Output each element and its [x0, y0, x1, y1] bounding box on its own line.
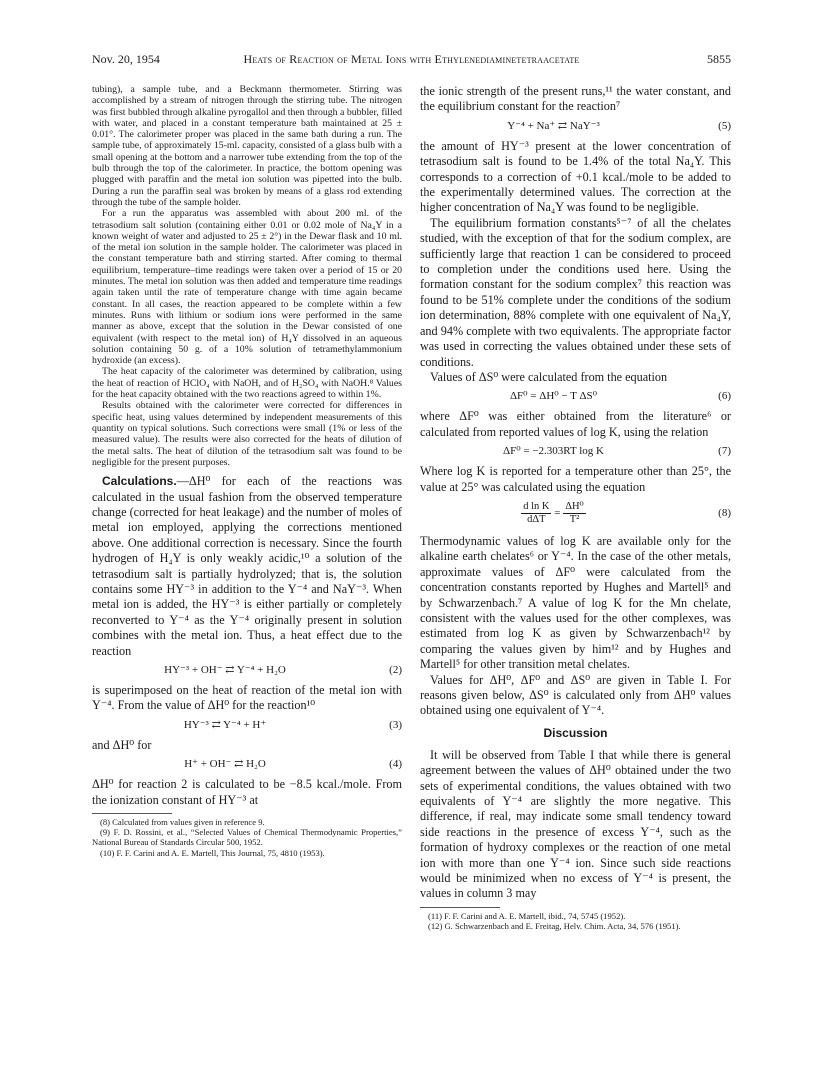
- equation-2-text: HY⁻³ + OH⁻ ⇄ Y⁻⁴ + H₂O: [164, 663, 286, 676]
- equation-8-lhs: [521, 501, 551, 526]
- equation-2-number: (2): [389, 663, 402, 676]
- and-text: and ΔH⁰ for: [92, 737, 152, 752]
- entropy-intro-paragraph: Values of ΔS⁰ were calculated from the equation: [430, 369, 668, 384]
- equation-8-rhs-numerator: ΔH⁰: [565, 500, 584, 512]
- equation-3-text: HY⁻³ ⇄ Y⁻⁴ + H⁺: [183, 718, 267, 731]
- footnote-11: (11) F. F. Carini and A. E. Martell, ibid., 74, 5745 (1952).: [428, 910, 626, 921]
- equation-7: [420, 444, 731, 459]
- equation-8-number: (8): [718, 506, 731, 519]
- equation-8-lhs-denominator: dΔT: [527, 513, 546, 525]
- after-equation-2: is superimposed on the heat of reaction of the metal ion with Y⁻⁴. From the value of ΔH⁰ for the reaction¹⁰: [92, 682, 402, 713]
- equation-6: [420, 389, 731, 404]
- equation-3: [92, 718, 402, 733]
- footnote-12: (12) G. Schwarzenbach and E. Freitag, Helv. Chim. Acta, 34, 576 (1951).: [428, 921, 681, 932]
- calculations-text: —ΔH⁰ for each of the reactions was calculated in the usual fashion from the observed temperature change (corrected for heat leakage) and the number of moles of metal ion employed, applying the corrections mentioned above. One additional correction is necessary. Since the fourth hydrogen of H₄Y is only weakly acidic,¹⁰ a solution of the tetrasodium salt is partially hydrolyzed; that is, the solution contains some HY⁻³ in addition to the Y⁻⁴ and NaY⁻³. When metal ion is added, the HY⁻³ is either partially or completely reconverted to Y⁻⁴ as the Y⁻⁴ originally present in solution combines with the metal ion. Thus, a heat effect due to the reaction: [92, 474, 402, 658]
- corrections-paragraph: Results obtained with the calorimeter were corrected for differences in specific heat, using values determined by independent measurements of this quantity on typical solutions. Such corrections were small (1% or less of the measured value). The results were also corrected for the heats of dilution of the metal salts. The heat of dilution of the tetrasodium salt was found to be negligible for the present purposes.: [92, 400, 402, 468]
- equation-2: [92, 663, 402, 678]
- header-page-number: 5855: [707, 52, 731, 66]
- discussion-heading: Discussion: [543, 725, 608, 740]
- formation-constants-paragraph: The equilibrium formation constants⁵⁻⁷ of all the chelates studied, with the exception of that for the sodium complex, are sufficiently large that reaction 1 can be considered to proceed to completion under the conditions used here. Using the formation constant for the sodium complex⁷ this reaction was found to be 51% complete under the conditions of the sodium ion determination, 88% complete with one equivalent of Na₄Y, and 94% complete with two equivalents. The appropriate factor was used in correcting the values obtained under these sets of conditions.: [420, 215, 731, 369]
- running-header: [92, 52, 731, 68]
- equation-8-lhs-numerator: d ln K: [523, 500, 550, 512]
- equation-5-text: Y⁻⁴ + Na⁺ ⇄ NaY⁻³: [507, 119, 600, 132]
- footnote-rule-right: [420, 907, 500, 908]
- procedure-paragraph: For a run the apparatus was assembled with about 200 ml. of the tetrasodium salt solution (containing either 0.01 or 0.02 mole of Na₄Y in a known weight of water and adjusted to 25 ± 2°) in the Dewar flask and 10 ml. of the metal ion solution in the sample holder. The calorimeter was placed in the constant temperature bath and stirring started. After coming to thermal equilibrium, temperature–time readings were taken over a period of 15 or 20 minutes. The metal ion solution was then added and temperature time readings again taken until the rate of temperature change with time again became constant. In all cases, the reaction appeared to be complete within a few minutes. Runs with lithium or sodium ions were performed in the same manner as above, except that the solution in the Dewar consisted of one equivalent (with respect to the metal ion) of H₄Y dissolved in an aqueous solution containing 50 g. of a 10% solution of tetramethylammonium hydroxide (an excess).: [92, 208, 402, 367]
- footnote-8: (8) Calculated from values given in reference 9.: [100, 817, 265, 827]
- hydrolysis-paragraph: the amount of HY⁻³ present at the lower concentration of tetrasodium salt is found to be 1.4% of the total Na₄Y. This corresponds to a correction of +0.1 kcal./mole to be added to the experimentally determined values. The correction at the higher concentration of Na₄Y was found to be negligible.: [420, 138, 731, 215]
- equation-4-text: H⁺ + OH⁻ ⇄ H₂O: [184, 758, 266, 771]
- temperature-correction-paragraph: Where log K is reported for a temperature other than 25°, the value at 25° was calculated using the equation: [420, 464, 731, 494]
- equation-6-text: ΔF⁰ = ΔH⁰ − T ΔS⁰: [509, 390, 598, 403]
- equation-8: [420, 501, 731, 526]
- equation-6-number: (6): [718, 390, 731, 403]
- equation-8-body: [420, 501, 687, 526]
- header-date: Nov. 20, 1954: [92, 52, 160, 66]
- discussion-paragraph: It will be observed from Table I that while there is general agreement between the values of ΔH⁰ obtained under the two sets of experimental conditions, the values obtained with two equivalents of Y⁻⁴ are slightly the more negative. This difference, if real, may indicate some small tendency toward side reactions in the presence of excess Y⁻⁴, such as the formation of hydroxy complexes or the reaction of one metal ion with more than one Y⁻⁴ ion. Since such side reactions would be minimized when no excess of Y⁻⁴ is present, the values in column 3 may: [420, 747, 731, 901]
- header-title: Heats of Reaction of Metal Ions with Ethylenediaminetetraacetate: [243, 52, 580, 66]
- equation-8-rhs: [563, 501, 586, 526]
- calibration-paragraph: The heat capacity of the calorimeter was determined by calibration, using the heat of reaction of HClO₄ with NaOH, and of H₂SO₄ with NaOH.⁸ Values for the heat capacity obtained with the two reactions agreed to within 1%.: [92, 366, 402, 401]
- equation-8-rhs-denominator: T²: [569, 513, 580, 525]
- footnote-9: (9) F. D. Rossini, et al., “Selected Values of Chemical Thermodynamic Properties,” National Bureau of Standards Circular 500, 1952.: [92, 827, 402, 848]
- footnote-rule: [92, 813, 172, 814]
- calculations-heading: Calculations.: [102, 474, 177, 489]
- left-column: [92, 84, 402, 858]
- equation-5: [420, 119, 731, 134]
- equation-7-text: ΔF⁰ = −2.303RT log K: [503, 445, 604, 458]
- thermodynamic-values-paragraph: Thermodynamic values of log K are available only for the alkaline earth chelates⁶ or Y⁻⁴. In the case of the other metals, approximate values of ΔF⁰ were calculated from the concentration constants reported by Hughes and Martell⁵ and by Schwarzenbach.⁷ A value of log K for the Mn chelate, consistent with the values used for the other complexes, was estimated from log K as given by Schwarzenbach¹² by comparing the values given by him¹² and by Hughes and Martell⁵ for other transition metal chelates.: [420, 533, 731, 672]
- table-reference-paragraph: Values for ΔH⁰, ΔF⁰ and ΔS⁰ are given in Table I. For reasons given below, ΔS⁰ is calculated only from ΔH⁰ values obtained using one equivalent of Y⁻⁴.: [420, 672, 731, 718]
- equation-4: [92, 757, 402, 772]
- equation-5-number: (5): [718, 119, 731, 132]
- equation-7-number: (7): [718, 445, 731, 458]
- apparatus-paragraph: tubing), a sample tube, and a Beckmann thermometer. Stirring was accomplished by a stream of nitrogen through the stirring tube. The nitrogen was first bubbled through alkaline pyrogallol and then through a bubbler, filled with water, and placed in a constant temperature bath maintained at 25 ± 0.01°. The calorimeter proper was placed in the same bath during a run. The sample tube, of approximately 15-ml. capacity, consisted of a glass bulb with a small opening at the bottom and a narrower tube extending from the top of the bulb through the top of the calorimeter. In practice, the bottom opening was plugged with paraffin and the metal ion solution was pipetted into the bulb. During a run the paraffin seal was broken by means of a glass rod extending through the tube of the sample holder.: [92, 84, 402, 208]
- right-column: [420, 84, 731, 931]
- equation-3-number: (3): [389, 718, 402, 731]
- footnote-10: (10) F. F. Carini and A. E. Martell, This Journal, 75, 4810 (1953).: [100, 847, 325, 858]
- equation-8-equals: =: [554, 506, 561, 519]
- after-equation-4: ΔH⁰ for reaction 2 is calculated to be −8.5 kcal./mole. From the ionization constant of HY⁻³ at: [92, 777, 402, 807]
- calculations-paragraph: [92, 474, 402, 659]
- free-energy-paragraph: where ΔF⁰ was either obtained from the literature⁶ or calculated from reported values of log K, using the relation: [420, 409, 731, 439]
- equation-4-number: (4): [389, 758, 402, 771]
- ionic-strength-paragraph: the ionic strength of the present runs,¹¹ the water constant, and the equilibrium constant for the reaction⁷: [420, 84, 731, 114]
